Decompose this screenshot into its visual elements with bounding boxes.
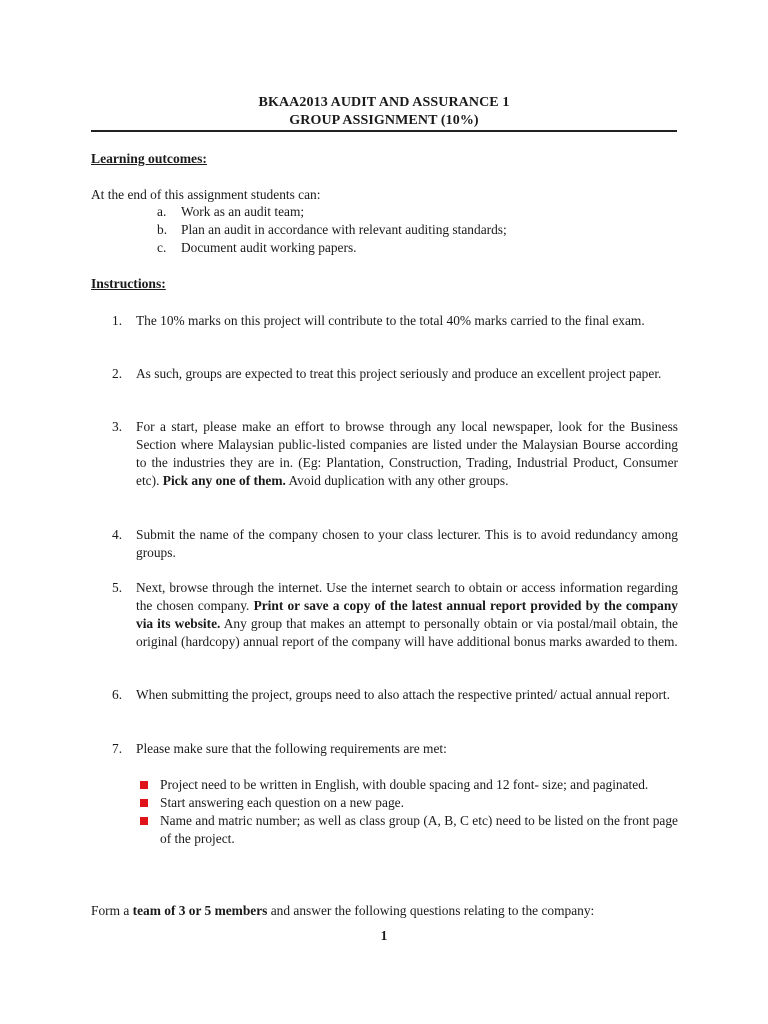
list-marker: c. <box>157 240 167 255</box>
requirement-text: Start answering each question on a new page. <box>160 795 404 810</box>
red-square-bullet-icon <box>140 799 148 807</box>
instruction-number: 6. <box>112 687 123 702</box>
instruction-item-5 <box>112 579 678 651</box>
requirements-list <box>138 776 678 848</box>
instruction-text <box>136 418 678 490</box>
instruction-item-4 <box>112 526 678 562</box>
instruction-item-1 <box>112 312 678 330</box>
instruction-item-6 <box>112 686 678 704</box>
list-item <box>138 812 678 848</box>
requirement-text: Project need to be written in English, with double spacing and 12 font- size; and paginated. <box>160 777 649 792</box>
instruction-text: As such, groups are expected to treat this project seriously and produce an excellent project paper. <box>136 366 662 381</box>
instruction-text <box>136 579 678 651</box>
title-divider <box>91 130 677 132</box>
closing-text-part: Form a <box>91 903 133 918</box>
red-square-bullet-icon <box>140 781 148 789</box>
instruction-text: Submit the name of the company chosen to your class lecturer. This is to avoid redundancy among groups. <box>136 527 678 560</box>
list-item-text: Work as an audit team; <box>181 204 305 219</box>
instruction-item-3 <box>112 418 678 490</box>
instruction-number: 4. <box>112 527 123 542</box>
page-number: 1 <box>380 928 388 943</box>
instruction-emphasis: Print or save a copy of the latest annual report provided by the company via its website. <box>136 598 678 631</box>
instruction-text: The 10% marks on this project will contribute to the total 40% marks carried to the final exam. <box>136 313 645 328</box>
instruction-text-part: Avoid duplication with any other groups. <box>285 473 509 488</box>
instruction-number: 3. <box>112 419 123 434</box>
learning-outcomes-heading: Learning outcomes: <box>91 151 207 166</box>
requirement-text: Name and matric number; as well as class group (A, B, C etc) need to be listed on the front page of the project. <box>160 813 678 846</box>
list-item-text: Document audit working papers. <box>181 240 357 255</box>
instruction-text: When submitting the project, groups need to also attach the respective printed/ actual annual report. <box>136 687 670 702</box>
instruction-item-7 <box>112 740 678 758</box>
closing-emphasis: team of 3 or 5 members <box>132 903 268 918</box>
closing-text-part: and answer the following questions relating to the company: <box>267 903 595 918</box>
list-item <box>157 221 507 239</box>
instruction-text-part: For a start, please make an effort to browse through any local newspaper, look for the Business Section where Malaysian public-listed companies are listed under the Malaysian Bourse according to the industries they are in. (Eg: Plantation, Construction, Trading, Industrial Product, Consumer etc). <box>136 419 678 488</box>
red-square-bullet-icon <box>140 817 148 825</box>
instructions-heading: Instructions: <box>91 276 166 291</box>
course-title: BKAA2013 AUDIT AND ASSURANCE 1 <box>258 95 510 110</box>
instruction-text-part: Next, browse through the internet. Use the internet search to obtain or access information regarding the chosen company. <box>136 580 678 613</box>
assignment-title: GROUP ASSIGNMENT (10%) <box>289 113 479 128</box>
closing-sentence <box>91 902 594 920</box>
list-item <box>138 794 678 812</box>
instruction-text: Please make sure that the following requirements are met: <box>136 741 447 756</box>
learning-outcomes-list <box>157 203 507 257</box>
instruction-number: 5. <box>112 580 123 595</box>
learning-outcomes-intro: At the end of this assignment students can: <box>91 187 321 202</box>
instruction-item-2 <box>112 365 678 383</box>
instruction-number: 7. <box>112 741 123 756</box>
instruction-text-part: Any group that makes an attempt to personally obtain or via postal/mail obtain, the original (hardcopy) annual report of the company will have additional bonus marks awarded to them. <box>136 616 678 649</box>
list-item <box>157 203 507 221</box>
instruction-number: 1. <box>112 313 123 328</box>
instruction-number: 2. <box>112 366 123 381</box>
list-marker: a. <box>157 204 167 219</box>
list-item <box>138 776 678 794</box>
instruction-emphasis: Pick any one of them. <box>162 473 286 488</box>
list-marker: b. <box>157 222 168 237</box>
list-item <box>157 239 507 257</box>
list-item-text: Plan an audit in accordance with relevant auditing standards; <box>181 222 507 237</box>
